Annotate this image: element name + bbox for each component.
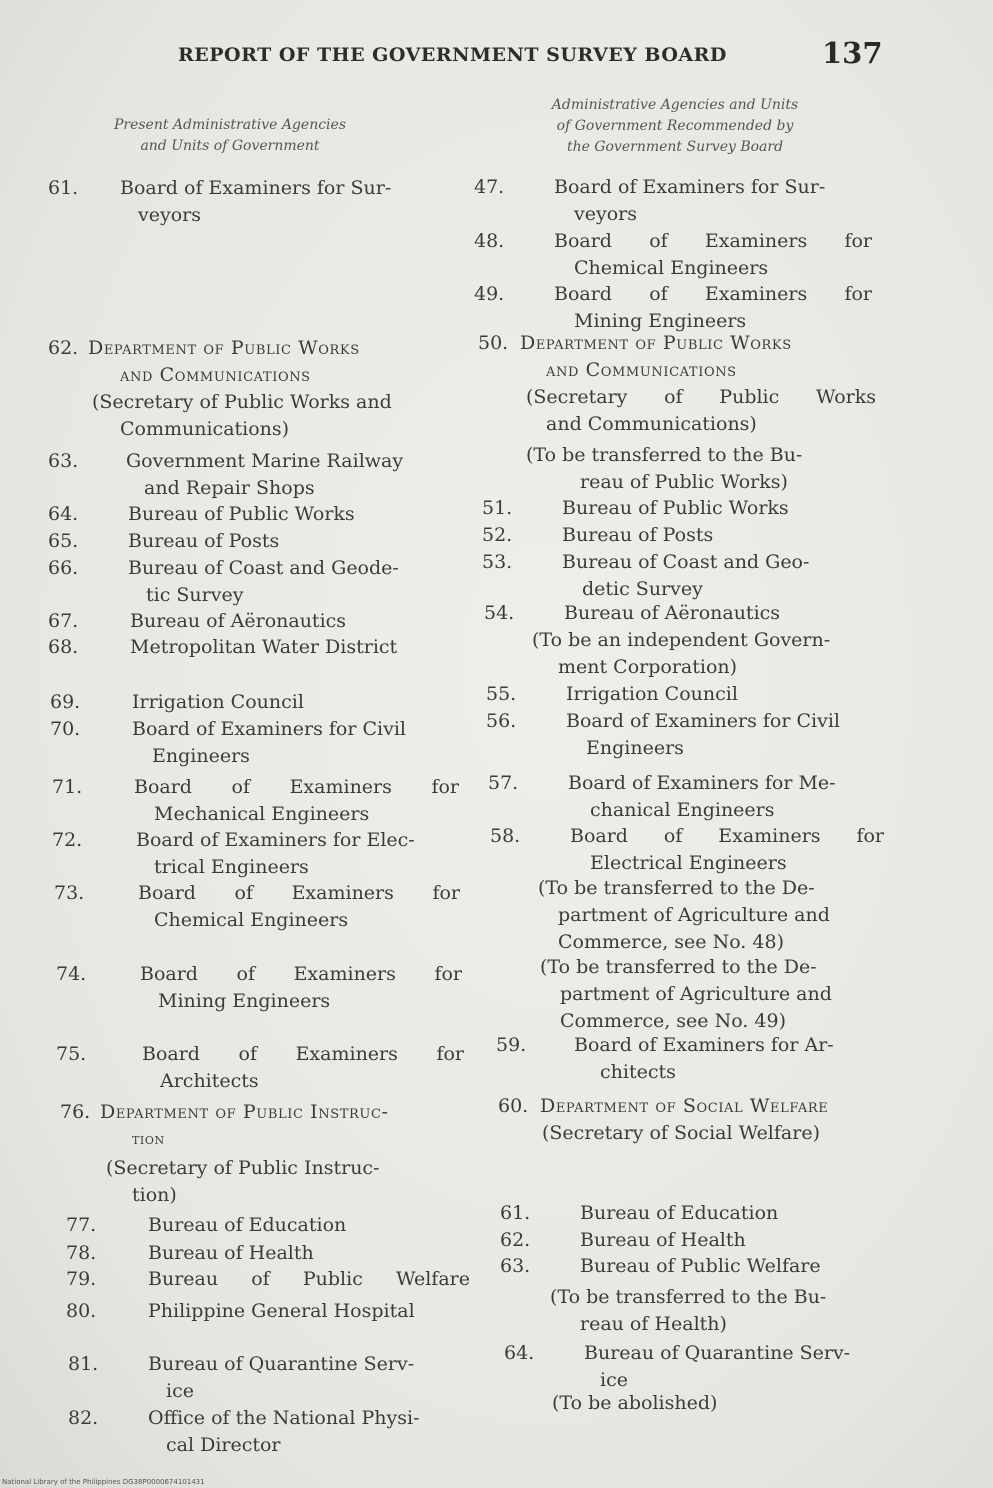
left-heading-line: and Units of Government — [140, 138, 320, 154]
entry-text-line: Board of Examiners for — [554, 230, 872, 252]
entry-text-line: tion — [132, 1130, 165, 1148]
entry-text-line: Board of Examiners for Civil — [132, 718, 406, 740]
entry-text-line: Chemical Engineers — [574, 257, 769, 279]
entry-text-line: Department of Public Works — [520, 332, 792, 354]
right-heading-line: of Government Recommended by — [556, 118, 794, 134]
entry-number: 54. — [484, 602, 515, 624]
entry-number: 52. — [482, 524, 513, 546]
entry-text-line: trical Engineers — [154, 856, 309, 878]
entry-text-line: Board of Examiners for — [140, 963, 462, 985]
entry-text-line: Department of Public Works — [88, 337, 360, 359]
entry-number: 55. — [486, 683, 517, 705]
entry-text-line: (To be an independent Govern- — [532, 629, 831, 651]
entry-number: 61. — [48, 177, 79, 199]
entry-number: 77. — [66, 1214, 97, 1236]
entry-text-line: Commerce, see No. 49) — [560, 1010, 786, 1032]
entry-text-line: Bureau of Coast and Geo- — [562, 551, 810, 573]
entry-text-line: tic Survey — [146, 584, 244, 606]
right-column-heading — [495, 95, 855, 158]
entry-text-line: Bureau of Education — [580, 1202, 779, 1224]
entry-text-line: partment of Agriculture and — [558, 904, 830, 926]
entry-number: 72. — [52, 829, 83, 851]
entry-number: 75. — [56, 1043, 87, 1065]
entry-text-line: Bureau of Health — [580, 1229, 746, 1251]
entry-number: 78. — [66, 1242, 97, 1264]
entry-text-line: and Communications — [546, 359, 737, 381]
entry-number: 62. — [48, 337, 79, 359]
entry-text-line: Board of Examiners for — [570, 825, 884, 847]
entry-text-line: Bureau of Public Works — [562, 497, 789, 519]
entry-text-line: Mining Engineers — [574, 310, 747, 332]
entry-text-line: Philippine General Hospital — [148, 1300, 415, 1322]
entry-number: 60. — [498, 1095, 529, 1117]
entry-text-line: Board of Examiners for Sur- — [120, 177, 392, 199]
entry-text-line: Department of Public Instruc- — [100, 1101, 389, 1123]
entry-text-line: Bureau of Public Welfare — [580, 1255, 821, 1277]
entry-text-line: (Secretary of Social Welfare) — [542, 1122, 820, 1144]
entry-text-line: Board of Examiners for Elec- — [136, 829, 415, 851]
entry-text-line: Engineers — [586, 737, 684, 759]
entry-text-line: cal Director — [166, 1434, 281, 1456]
entry-text-line: Board of Examiners for Ar- — [574, 1034, 834, 1056]
entry-text-line: (Secretary of Public Instruc- — [106, 1157, 380, 1179]
entry-text-line: and Repair Shops — [144, 477, 315, 499]
entry-number: 50. — [478, 332, 509, 354]
entry-text-line: Bureau of Aëronautics — [564, 602, 781, 624]
entry-text-line: Mining Engineers — [158, 990, 331, 1012]
entry-text-line: tion) — [132, 1184, 177, 1206]
entry-text-line: Board of Examiners for — [554, 283, 872, 305]
entry-number: 48. — [474, 230, 505, 252]
entry-text-line: reau of Health) — [580, 1313, 727, 1335]
entry-text-line: Communications) — [120, 418, 290, 440]
entry-number: 51. — [482, 497, 513, 519]
entry-number: 67. — [48, 610, 79, 632]
entry-text-line: Bureau of Public Works — [128, 503, 355, 525]
entry-text-line: Electrical Engineers — [590, 852, 787, 874]
left-column-heading — [80, 115, 380, 157]
entry-text-line: Bureau of Health — [148, 1242, 314, 1264]
entry-number: 59. — [496, 1034, 527, 1056]
entry-number: 53. — [482, 551, 513, 573]
entry-text-line: Bureau of Posts — [128, 530, 280, 552]
entry-text-line: Bureau of Public Welfare — [148, 1268, 470, 1290]
entry-number: 66. — [48, 557, 79, 579]
entry-number: 80. — [66, 1300, 97, 1322]
entry-number: 61. — [500, 1202, 531, 1224]
entry-number: 68. — [48, 636, 79, 658]
entry-text-line: Irrigation Council — [132, 691, 304, 713]
entry-number: 79. — [66, 1268, 97, 1290]
entry-text-line: Board of Examiners for — [134, 776, 459, 798]
entry-text-line: (Secretary of Public Works and — [92, 391, 392, 413]
entry-text-line: Bureau of Coast and Geode- — [128, 557, 399, 579]
entry-text-line: veyors — [574, 203, 637, 225]
entry-number: 57. — [488, 772, 519, 794]
entry-text-line: Department of Social Welfare — [540, 1095, 829, 1117]
entry-text-line: and Communications — [120, 364, 311, 386]
entry-text-line: Bureau of Quarantine Serv- — [584, 1342, 851, 1364]
entry-text-line: Bureau of Aëronautics — [130, 610, 347, 632]
entry-text-line: ment Corporation) — [558, 656, 738, 678]
entry-text-line: chitects — [600, 1061, 676, 1083]
entry-number: 69. — [50, 691, 81, 713]
entry-text-line: Board of Examiners for Civil — [566, 710, 840, 732]
entry-text-line: Metropolitan Water District — [130, 636, 398, 658]
entry-number: 47. — [474, 176, 505, 198]
entry-text-line: (To be abolished) — [552, 1392, 718, 1414]
entry-text-line: Bureau of Quarantine Serv- — [148, 1353, 415, 1375]
entry-text-line: Architects — [160, 1070, 259, 1092]
entry-number: 76. — [60, 1101, 91, 1123]
scan-footer: National Library of the Philippines DG38P0000674101431 — [2, 1478, 205, 1486]
entry-text-line: (Secretary of Public Works — [526, 386, 876, 408]
entry-number: 62. — [500, 1229, 531, 1251]
entry-text-line: chanical Engineers — [590, 799, 775, 821]
entry-number: 65. — [48, 530, 79, 552]
entry-text-line: Mechanical Engineers — [154, 803, 370, 825]
entry-number: 71. — [52, 776, 83, 798]
right-heading-line: the Government Survey Board — [566, 139, 784, 155]
entry-number: 64. — [48, 503, 79, 525]
entry-text-line: veyors — [138, 204, 201, 226]
entry-text-line: Bureau of Education — [148, 1214, 347, 1236]
entry-number: 74. — [56, 963, 87, 985]
entry-number: 63. — [500, 1255, 531, 1277]
entry-text-line: Commerce, see No. 48) — [558, 931, 784, 953]
entry-text-line: (To be transferred to the De- — [540, 956, 817, 978]
entry-number: 81. — [68, 1353, 99, 1375]
entry-text-line: ice — [166, 1380, 194, 1402]
entry-text-line: (To be transferred to the De- — [538, 877, 815, 899]
page-header-title: REPORT OF THE GOVERNMENT SURVEY BOARD — [178, 44, 727, 66]
entry-text-line: Board of Examiners for Me- — [568, 772, 836, 794]
entry-number: 58. — [490, 825, 521, 847]
entry-number: 64. — [504, 1342, 535, 1364]
entry-text-line: partment of Agriculture and — [560, 983, 832, 1005]
entry-text-line: detic Survey — [582, 578, 703, 600]
entry-number: 73. — [54, 882, 85, 904]
entry-text-line: Government Marine Railway — [126, 450, 404, 472]
entry-text-line: Chemical Engineers — [154, 909, 349, 931]
entry-number: 56. — [486, 710, 517, 732]
entry-text-line: Board of Examiners for — [138, 882, 460, 904]
entry-text-line: Board of Examiners for — [142, 1043, 464, 1065]
entry-number: 63. — [48, 450, 79, 472]
entry-text-line: reau of Public Works) — [580, 471, 788, 493]
entry-number: 82. — [68, 1407, 99, 1429]
entry-text-line: Engineers — [152, 745, 250, 767]
right-heading-line: Administrative Agencies and Units — [551, 97, 799, 113]
entry-text-line: (To be transferred to the Bu- — [526, 444, 803, 466]
entry-number: 49. — [474, 283, 505, 305]
entry-text-line: (To be transferred to the Bu- — [550, 1286, 827, 1308]
entry-text-line: ice — [600, 1369, 628, 1391]
entry-text-line: and Communications) — [546, 413, 757, 435]
page-number: 137 — [822, 36, 883, 70]
entry-number: 70. — [50, 718, 81, 740]
entry-text-line: Office of the National Physi- — [148, 1407, 420, 1429]
entry-text-line: Irrigation Council — [566, 683, 738, 705]
left-heading-line: Present Administrative Agencies — [113, 117, 347, 133]
entry-text-line: Board of Examiners for Sur- — [554, 176, 826, 198]
entry-text-line: Bureau of Posts — [562, 524, 714, 546]
